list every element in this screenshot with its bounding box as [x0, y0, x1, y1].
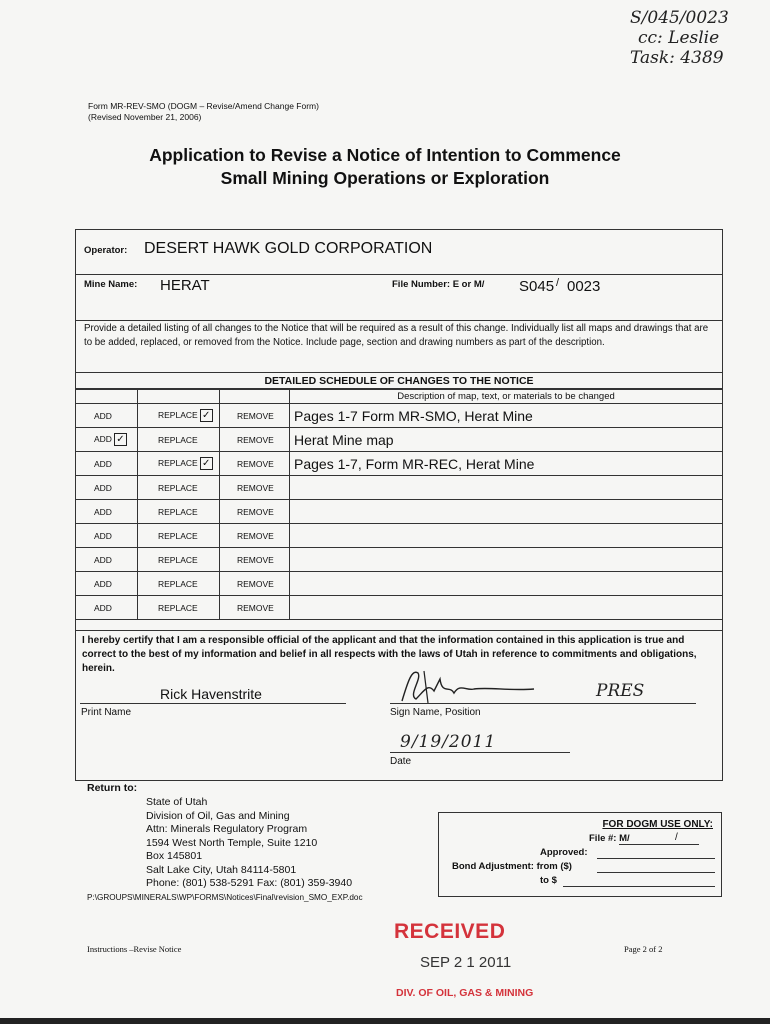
dogm-approved-label: Approved: — [540, 847, 588, 858]
remove-option-label: REMOVE — [237, 506, 274, 517]
schedule-row — [76, 404, 723, 428]
instructions-text: Provide a detailed listing of all changes to the Notice that will be required as a result of this change. Individually list all maps and drawings that are to be added, replaced, or removed from the Notice. Include page, section and drawing numbers as part of the description. — [84, 323, 709, 348]
remove-option-label: REMOVE — [237, 410, 274, 421]
application-form — [75, 229, 723, 781]
stamp-division: DIV. OF OIL, GAS & MINING — [396, 987, 534, 999]
file-number-label: File Number: E or M/ — [392, 279, 485, 290]
stamp-date: SEP 2 1 2011 — [420, 954, 512, 971]
replace-option[interactable] — [138, 476, 220, 500]
remove-option-label: REMOVE — [237, 482, 274, 493]
date-label: Date — [390, 756, 412, 767]
checkmark-icon[interactable]: ✓ — [200, 457, 213, 470]
page-title-line1: Application to Revise a Notice of Intention to Commence — [149, 145, 621, 165]
schedule-table — [75, 388, 723, 620]
replace-option[interactable] — [138, 596, 220, 620]
return-address-line: 1594 West North Temple, Suite 1210 — [146, 836, 318, 849]
replace-option[interactable] — [138, 452, 220, 476]
return-to-label: Return to: — [87, 782, 138, 794]
form-reference — [88, 101, 319, 123]
add-option[interactable] — [76, 524, 138, 548]
form-reference-line2: (Revised November 21, 2006) — [88, 112, 202, 122]
change-description[interactable]: Pages 1-7 Form MR-SMO, Herat Mine — [290, 404, 723, 428]
remove-option[interactable] — [220, 548, 290, 572]
add-option-label: ADD — [94, 530, 112, 541]
replace-option-label: REPLACE — [158, 506, 198, 517]
return-address-line: Salt Lake City, Utah 84114-5801 — [146, 863, 297, 876]
change-description[interactable]: Pages 1-7, Form MR-REC, Herat Mine — [290, 452, 723, 476]
mine-name-label: Mine Name: — [84, 279, 138, 290]
mine-row — [76, 274, 722, 321]
dogm-file-line — [619, 844, 699, 845]
schedule-row — [76, 428, 723, 452]
operator-label: Operator: — [84, 245, 128, 256]
certification-text: I hereby certify that I am a responsible official of the applicant and that the information contained in this application is true and correct to the best of my information and belief in all respects with the laws of Utah in reference to commitments and obligations, herein. — [82, 635, 697, 674]
schedule-header-row — [76, 389, 723, 404]
date-line — [390, 752, 570, 753]
dogm-bond-label: Bond Adjustment: from ($) — [452, 861, 572, 872]
dogm-to-line — [563, 886, 715, 887]
return-address-line: Phone: (801) 538-5291 Fax: (801) 359-3940 — [146, 877, 353, 889]
change-description[interactable] — [290, 476, 723, 500]
add-option[interactable] — [76, 452, 138, 476]
page-title-line2: Small Mining Operations or Exploration — [220, 168, 550, 188]
remove-option-label: REMOVE — [237, 578, 274, 589]
schedule-row — [76, 452, 723, 476]
remove-option-label: REMOVE — [237, 530, 274, 541]
replace-option[interactable] — [138, 572, 220, 596]
schedule-row — [76, 572, 723, 596]
change-description[interactable]: Herat Mine map — [290, 428, 723, 452]
add-option[interactable] — [76, 404, 138, 428]
position-handwritten: PRES — [596, 681, 645, 701]
add-option-label: ADD — [94, 433, 112, 444]
dogm-file-slash: / — [675, 832, 678, 843]
replace-option-label: REPLACE — [158, 530, 198, 541]
dogm-title: FOR DOGM USE ONLY: — [602, 819, 713, 830]
signature-drawing — [394, 661, 554, 709]
remove-option[interactable] — [220, 476, 290, 500]
remove-option[interactable] — [220, 500, 290, 524]
received-stamp — [394, 920, 544, 1010]
dogm-approved-line — [597, 858, 715, 859]
page-title — [0, 144, 770, 190]
remove-option[interactable] — [220, 596, 290, 620]
remove-option[interactable] — [220, 572, 290, 596]
handwritten-task: Task: 4389 — [630, 48, 724, 68]
dogm-use-box — [438, 812, 722, 897]
operator-row — [76, 230, 722, 275]
dogm-file-label: File #: M/ — [589, 833, 630, 844]
return-address — [146, 796, 352, 891]
print-name-value[interactable]: Rick Havenstrite — [160, 686, 262, 702]
replace-option[interactable] — [138, 404, 220, 428]
add-option-label: ADD — [94, 458, 112, 469]
add-option[interactable] — [76, 572, 138, 596]
add-option[interactable] — [76, 548, 138, 572]
add-option[interactable] — [76, 500, 138, 524]
print-name-label: Print Name — [81, 707, 132, 718]
dogm-to-label: to $ — [540, 875, 557, 886]
description-header: Description of map, text, or materials to be changed — [290, 389, 723, 404]
remove-option-label: REMOVE — [237, 602, 274, 613]
sign-name-line — [390, 703, 696, 704]
change-description[interactable] — [290, 548, 723, 572]
add-option[interactable] — [76, 596, 138, 620]
replace-option[interactable] — [138, 428, 220, 452]
change-description[interactable] — [290, 500, 723, 524]
checkmark-icon[interactable]: ✓ — [200, 409, 213, 422]
file-number-slash: / — [556, 277, 560, 289]
add-option[interactable] — [76, 476, 138, 500]
handwritten-file-ref: S/045/0023 — [630, 8, 729, 28]
add-option-label: ADD — [94, 602, 112, 613]
change-description[interactable] — [290, 596, 723, 620]
schedule-row — [76, 548, 723, 572]
add-option[interactable] — [76, 428, 138, 452]
file-path: P:\GROUPS\MINERALS\WP\FORMS\Notices\Final\revision_SMO_EXP.doc — [87, 893, 363, 902]
dogm-bond-line — [597, 872, 715, 873]
add-option-label: ADD — [94, 554, 112, 565]
replace-option[interactable] — [138, 524, 220, 548]
sign-name-label: Sign Name, Position — [390, 707, 481, 718]
remove-option[interactable] — [220, 404, 290, 428]
return-address-line: State of Utah — [146, 796, 208, 808]
change-description[interactable] — [290, 572, 723, 596]
replace-option-label: REPLACE — [158, 554, 198, 565]
signature-stroke-2 — [424, 671, 428, 703]
schedule-row — [76, 596, 723, 620]
remove-option[interactable] — [220, 524, 290, 548]
add-option-label: ADD — [94, 578, 112, 589]
signature-stroke — [402, 672, 534, 701]
replace-option[interactable] — [138, 548, 220, 572]
remove-option[interactable] — [220, 452, 290, 476]
checkmark-icon[interactable]: ✓ — [114, 433, 127, 446]
schedule-row — [76, 500, 723, 524]
file-number-s-value[interactable]: S045 — [519, 278, 555, 295]
return-address-line: Division of Oil, Gas and Mining — [146, 809, 290, 822]
replace-option-label: REPLACE — [158, 457, 198, 468]
mine-name-value[interactable]: HERAT — [160, 277, 210, 294]
remove-option-label: REMOVE — [237, 458, 274, 469]
add-option-label: ADD — [94, 482, 112, 493]
return-address-line: Box 145801 — [146, 850, 203, 862]
schedule-heading: DETAILED SCHEDULE OF CHANGES TO THE NOTICE — [76, 372, 722, 390]
replace-option-label: REPLACE — [158, 578, 198, 589]
certification-section — [76, 630, 722, 767]
scan-edge — [0, 1018, 770, 1024]
footer-page-number: Page 2 of 2 — [624, 944, 663, 954]
handwritten-note — [630, 8, 729, 68]
add-option-label: ADD — [94, 410, 112, 421]
stamp-received: RECEIVED — [394, 920, 506, 943]
schedule-row — [76, 476, 723, 500]
replace-option-label: REPLACE — [158, 482, 198, 493]
replace-option-label: REPLACE — [158, 434, 198, 445]
replace-option-label: REPLACE — [158, 602, 198, 613]
return-address-line: Attn: Minerals Regulatory Program — [146, 823, 308, 835]
file-number-num[interactable]: 0023 — [567, 278, 601, 295]
change-description[interactable] — [290, 524, 723, 548]
form-reference-line1: Form MR-REV-SMO (DOGM – Revise/Amend Change Form) — [88, 101, 319, 111]
print-name-line — [80, 703, 346, 704]
remove-option-label: REMOVE — [237, 434, 274, 445]
remove-option-label: REMOVE — [237, 554, 274, 565]
replace-option-label: REPLACE — [158, 409, 198, 420]
footer-left: Instructions –Revise Notice — [87, 944, 182, 954]
operator-value[interactable]: DESERT HAWK GOLD CORPORATION — [144, 240, 433, 257]
schedule-row — [76, 524, 723, 548]
remove-option[interactable] — [220, 428, 290, 452]
handwritten-cc: cc: Leslie — [638, 28, 720, 48]
replace-option[interactable] — [138, 500, 220, 524]
add-option-label: ADD — [94, 506, 112, 517]
date-handwritten: 9/19/2011 — [400, 732, 497, 752]
